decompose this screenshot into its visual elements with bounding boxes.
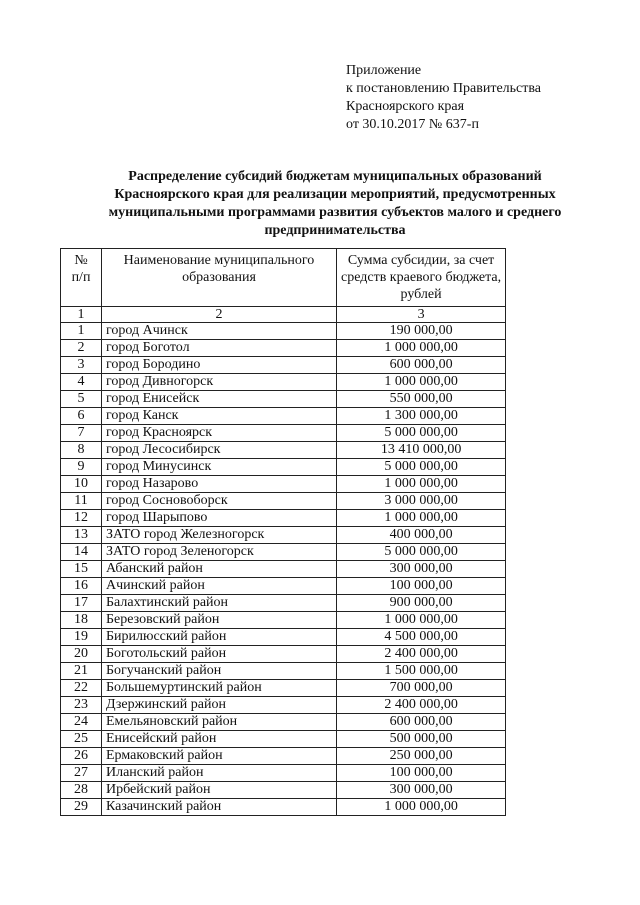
row-subsidy-amount: 13 410 000,00 — [337, 442, 506, 459]
row-subsidy-amount: 700 000,00 — [337, 680, 506, 697]
row-municipality-name: город Шарыпово — [102, 510, 337, 527]
row-municipality-name: ЗАТО город Железногорск — [102, 527, 337, 544]
table-row — [61, 680, 506, 697]
attachment-line-1: Приложение — [346, 63, 422, 78]
row-number: 16 — [61, 578, 102, 595]
column-numbers-row — [61, 307, 506, 323]
row-municipality-name: Боготольский район — [102, 646, 337, 663]
row-subsidy-amount: 300 000,00 — [337, 561, 506, 578]
row-number: 8 — [61, 442, 102, 459]
table-row — [61, 493, 506, 510]
header-number-line-2: п/п — [71, 270, 91, 285]
row-subsidy-amount: 900 000,00 — [337, 595, 506, 612]
row-subsidy-amount: 600 000,00 — [337, 357, 506, 374]
row-number: 24 — [61, 714, 102, 731]
row-number: 5 — [61, 391, 102, 408]
row-number: 7 — [61, 425, 102, 442]
row-municipality-name: Березовский район — [102, 612, 337, 629]
row-subsidy-amount: 300 000,00 — [337, 782, 506, 799]
row-municipality-name: Ермаковский район — [102, 748, 337, 765]
row-subsidy-amount: 550 000,00 — [337, 391, 506, 408]
row-number: 15 — [61, 561, 102, 578]
row-municipality-name: город Красноярск — [102, 425, 337, 442]
row-subsidy-amount: 190 000,00 — [337, 323, 506, 340]
table-row — [61, 527, 506, 544]
table-row — [61, 374, 506, 391]
table-row — [61, 340, 506, 357]
header-name-line-1: Наименование муниципального — [123, 253, 315, 268]
table-row — [61, 408, 506, 425]
row-municipality-name: Ирбейский район — [102, 782, 337, 799]
column-number-3: 3 — [337, 307, 506, 323]
table-row — [61, 629, 506, 646]
row-number: 1 — [61, 323, 102, 340]
row-subsidy-amount: 1 000 000,00 — [337, 510, 506, 527]
row-subsidy-amount: 1 000 000,00 — [337, 476, 506, 493]
table-row — [61, 459, 506, 476]
row-municipality-name: Дзержинский район — [102, 697, 337, 714]
row-number: 4 — [61, 374, 102, 391]
row-number: 10 — [61, 476, 102, 493]
table-row — [61, 731, 506, 748]
header-name-line-2: образования — [182, 270, 256, 285]
row-number: 9 — [61, 459, 102, 476]
document-title — [40, 168, 630, 240]
header-number-line-1: № — [74, 253, 88, 268]
row-number: 23 — [61, 697, 102, 714]
row-municipality-name: город Сосновоборск — [102, 493, 337, 510]
row-municipality-name: Большемуртинский район — [102, 680, 337, 697]
attachment-block — [346, 62, 606, 134]
row-subsidy-amount: 5 000 000,00 — [337, 544, 506, 561]
row-municipality-name: город Канск — [102, 408, 337, 425]
header-sum — [337, 249, 506, 307]
attachment-line-2: к постановлению Правительства — [346, 81, 542, 96]
table-row — [61, 646, 506, 663]
subsidy-table — [60, 248, 506, 816]
row-number: 2 — [61, 340, 102, 357]
table-row — [61, 697, 506, 714]
row-municipality-name: Балахтинский район — [102, 595, 337, 612]
row-subsidy-amount: 1 000 000,00 — [337, 612, 506, 629]
table-row — [61, 595, 506, 612]
header-number — [61, 249, 102, 307]
table-row — [61, 714, 506, 731]
table-row — [61, 782, 506, 799]
title-line-2: Красноярского края для реализации мероприятий, предусмотренных — [114, 187, 556, 202]
row-municipality-name: Иланский район — [102, 765, 337, 782]
row-number: 6 — [61, 408, 102, 425]
row-subsidy-amount: 1 000 000,00 — [337, 340, 506, 357]
header-name — [102, 249, 337, 307]
row-municipality-name: Богучанский район — [102, 663, 337, 680]
row-municipality-name: ЗАТО город Зеленогорск — [102, 544, 337, 561]
row-number: 21 — [61, 663, 102, 680]
row-subsidy-amount: 1 300 000,00 — [337, 408, 506, 425]
row-subsidy-amount: 2 400 000,00 — [337, 646, 506, 663]
row-municipality-name: город Лесосибирск — [102, 442, 337, 459]
title-line-4: предпринимательства — [264, 223, 406, 238]
table-row — [61, 612, 506, 629]
title-line-1: Распределение субсидий бюджетам муниципальных образований — [128, 169, 542, 184]
row-subsidy-amount: 2 400 000,00 — [337, 697, 506, 714]
row-number: 22 — [61, 680, 102, 697]
table-row — [61, 578, 506, 595]
row-subsidy-amount: 5 000 000,00 — [337, 425, 506, 442]
table-row — [61, 765, 506, 782]
row-number: 12 — [61, 510, 102, 527]
row-municipality-name: Абанский район — [102, 561, 337, 578]
row-subsidy-amount: 4 500 000,00 — [337, 629, 506, 646]
table-row — [61, 323, 506, 340]
attachment-line-3: Красноярского края — [346, 99, 465, 114]
row-subsidy-amount: 100 000,00 — [337, 765, 506, 782]
table-header-row — [61, 249, 506, 307]
row-number: 18 — [61, 612, 102, 629]
row-number: 29 — [61, 799, 102, 816]
row-subsidy-amount: 5 000 000,00 — [337, 459, 506, 476]
header-sum-line-3: рублей — [400, 287, 442, 302]
row-subsidy-amount: 1 000 000,00 — [337, 374, 506, 391]
title-line-3: муниципальными программами развития субъектов малого и среднего — [108, 205, 562, 220]
row-subsidy-amount: 500 000,00 — [337, 731, 506, 748]
row-municipality-name: Емельяновский район — [102, 714, 337, 731]
table-row — [61, 442, 506, 459]
header-sum-line-2: средств краевого бюджета, — [341, 270, 502, 285]
row-municipality-name: город Ачинск — [102, 323, 337, 340]
row-subsidy-amount: 600 000,00 — [337, 714, 506, 731]
row-municipality-name: город Дивногорск — [102, 374, 337, 391]
row-municipality-name: город Бородино — [102, 357, 337, 374]
row-subsidy-amount: 100 000,00 — [337, 578, 506, 595]
row-number: 17 — [61, 595, 102, 612]
row-municipality-name: Бирилюсский район — [102, 629, 337, 646]
row-municipality-name: Казачинский район — [102, 799, 337, 816]
table-row — [61, 561, 506, 578]
row-number: 11 — [61, 493, 102, 510]
row-subsidy-amount: 400 000,00 — [337, 527, 506, 544]
row-municipality-name: город Енисейск — [102, 391, 337, 408]
row-number: 19 — [61, 629, 102, 646]
row-municipality-name: город Боготол — [102, 340, 337, 357]
row-number: 13 — [61, 527, 102, 544]
row-subsidy-amount: 250 000,00 — [337, 748, 506, 765]
row-municipality-name: Енисейский район — [102, 731, 337, 748]
table-row — [61, 357, 506, 374]
table-row — [61, 510, 506, 527]
row-municipality-name: город Минусинск — [102, 459, 337, 476]
row-subsidy-amount: 1 000 000,00 — [337, 799, 506, 816]
table-row — [61, 391, 506, 408]
row-number: 14 — [61, 544, 102, 561]
table-row — [61, 663, 506, 680]
header-sum-line-1: Сумма субсидии, за счет — [347, 253, 495, 268]
column-number-1: 1 — [61, 307, 102, 323]
row-number: 20 — [61, 646, 102, 663]
row-number: 28 — [61, 782, 102, 799]
table-row — [61, 799, 506, 816]
row-number: 26 — [61, 748, 102, 765]
table-row — [61, 544, 506, 561]
table-row — [61, 425, 506, 442]
row-subsidy-amount: 1 500 000,00 — [337, 663, 506, 680]
row-number: 25 — [61, 731, 102, 748]
table-row — [61, 748, 506, 765]
row-number: 27 — [61, 765, 102, 782]
row-number: 3 — [61, 357, 102, 374]
attachment-line-4: от 30.10.2017 № 637-п — [346, 117, 479, 132]
row-subsidy-amount: 3 000 000,00 — [337, 493, 506, 510]
row-municipality-name: Ачинский район — [102, 578, 337, 595]
row-municipality-name: город Назарово — [102, 476, 337, 493]
column-number-2: 2 — [102, 307, 337, 323]
table-row — [61, 476, 506, 493]
